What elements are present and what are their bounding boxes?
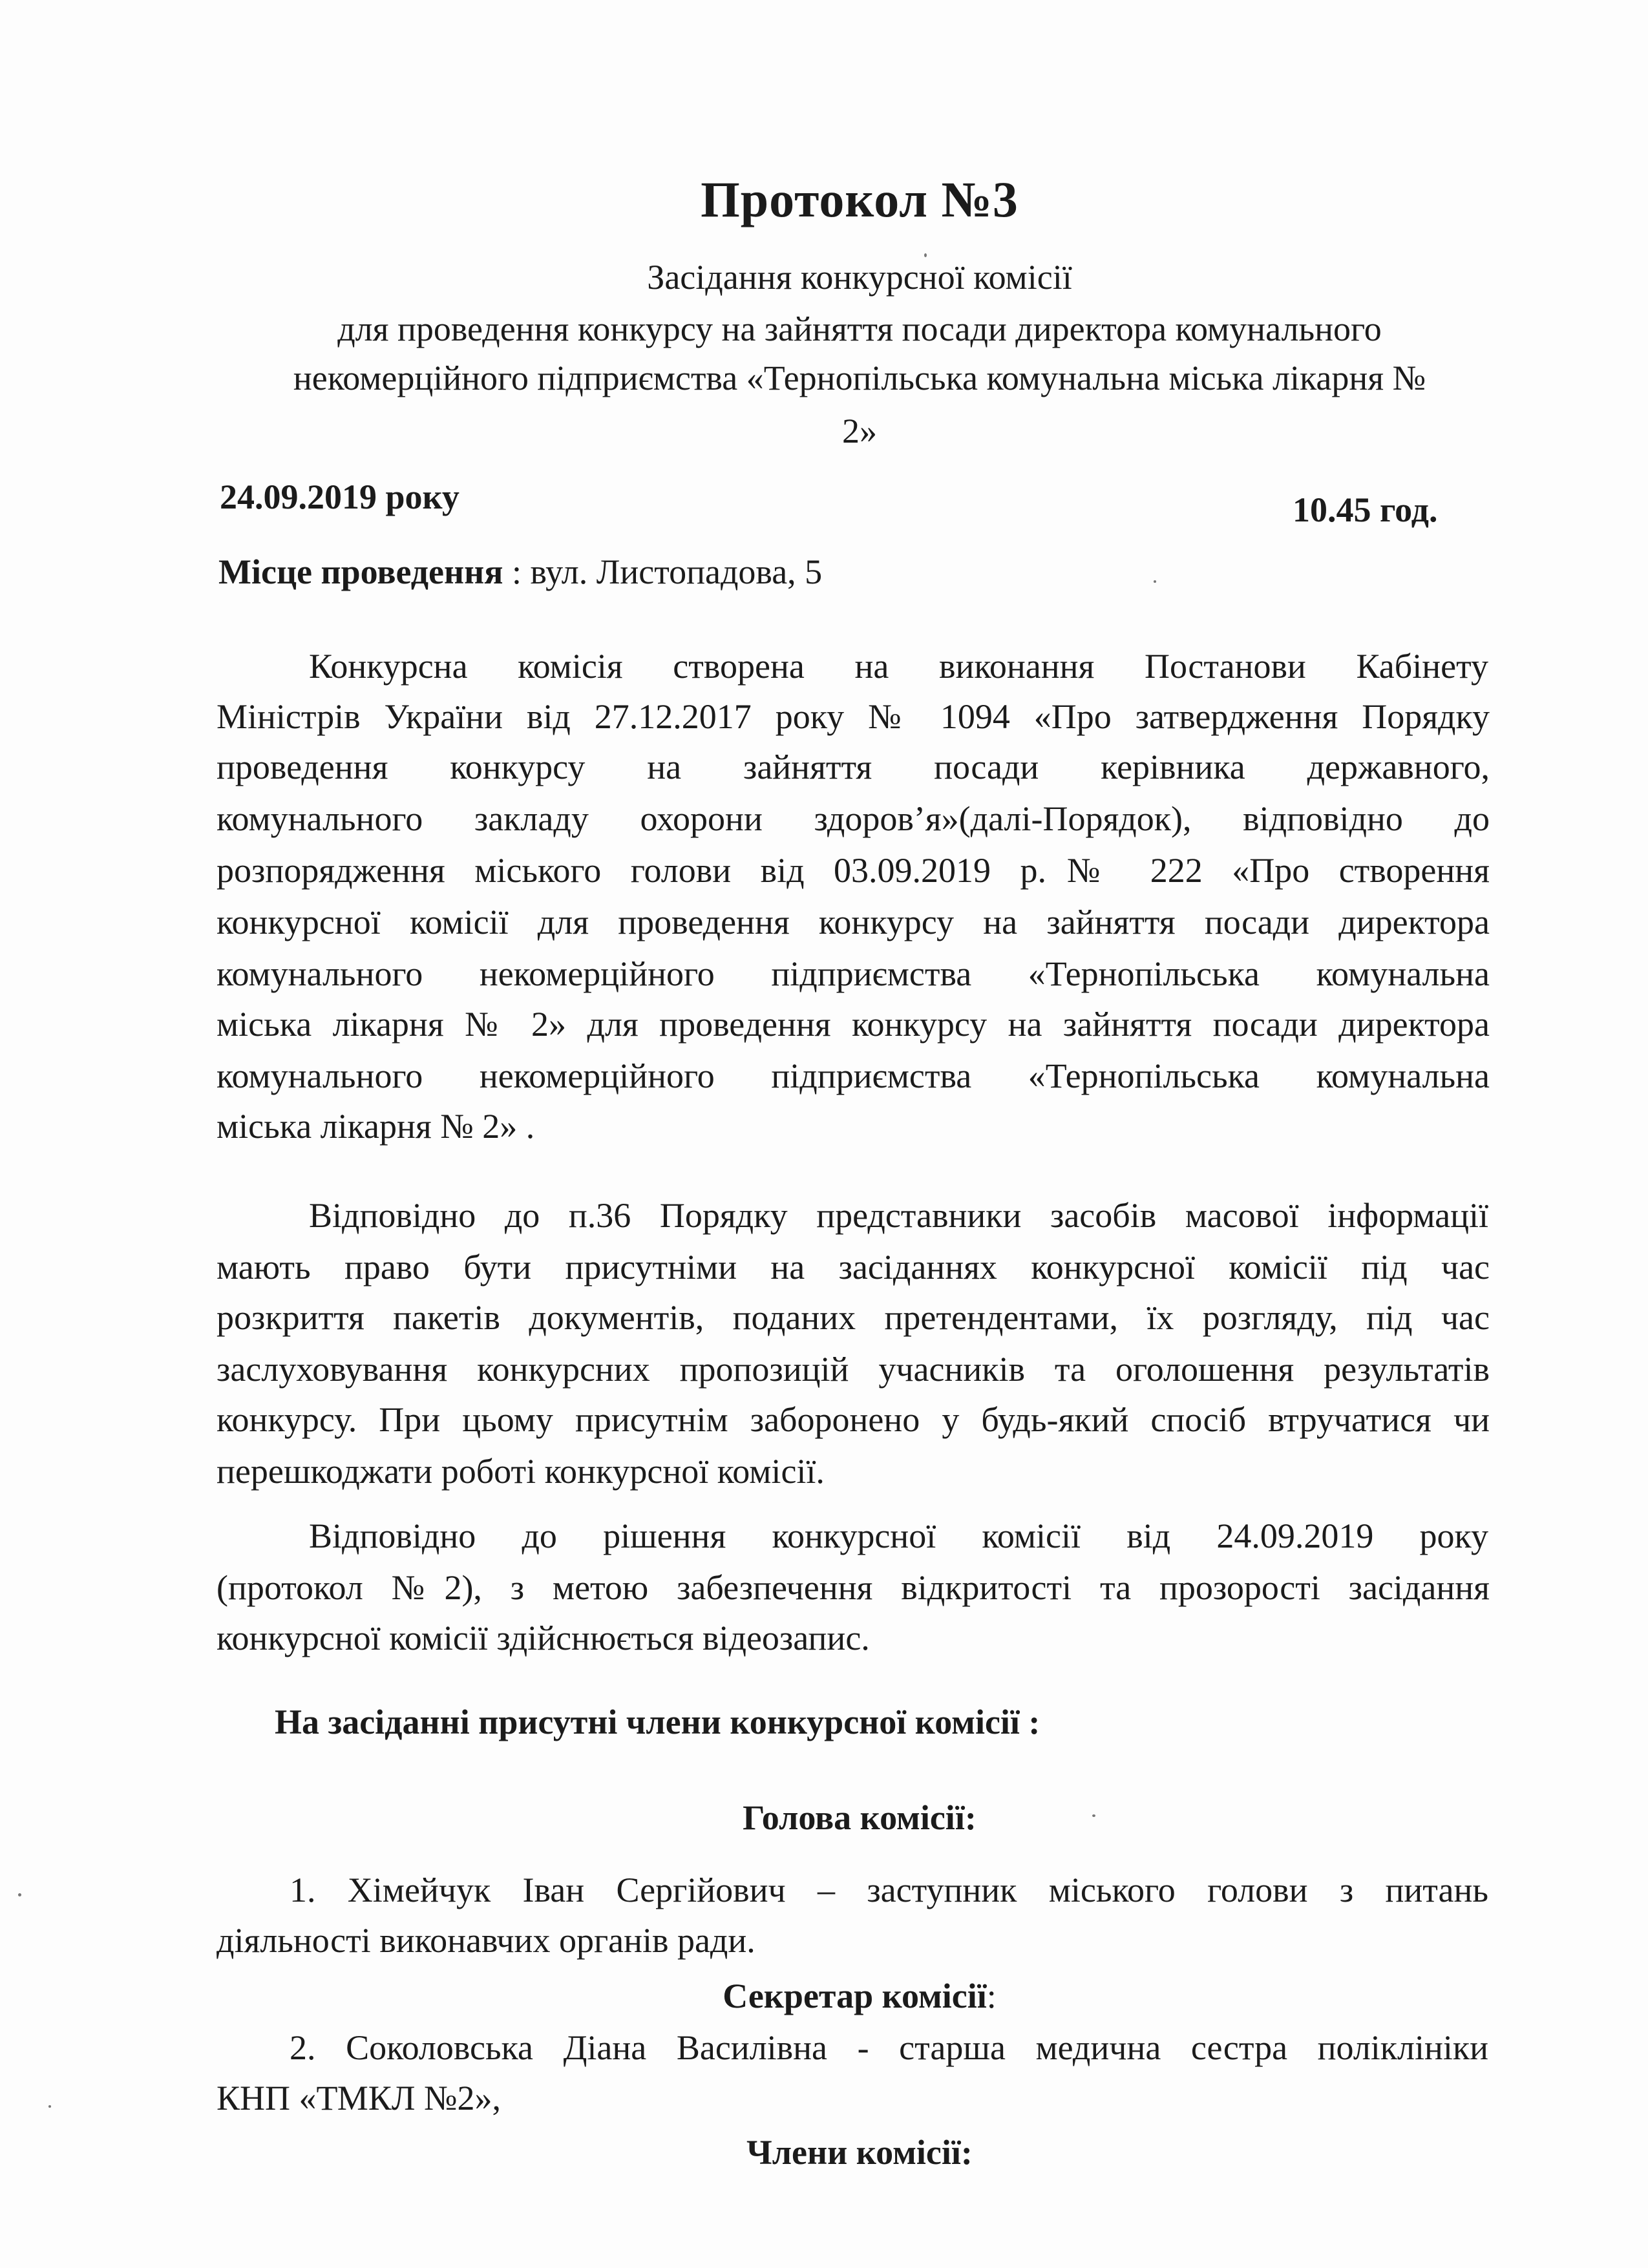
meeting-time: 10.45 год. [1293,490,1438,529]
present-members-heading: На засіданні присутні члени конкурсної комісії : [275,1703,1041,1741]
paragraph1-line: Міністрів України від 27.12.2017 року № 1094 «Про затвердження Порядку [217,697,1490,736]
meeting-date: 24.09.2019 року [220,478,460,516]
paragraph1-line: конкурсної комісії для проведення конкурсу на зайняття посади директора [217,903,1490,941]
secretary-heading-colon: : [986,1977,997,2015]
paragraph1-line: комунального некомерційного підприємства «Тернопільська комунальна [217,1056,1490,1095]
paragraph1-line: міська лікарня № 2» для проведення конкурсу на зайняття посади директора [217,1005,1490,1044]
paragraph2-line: розкриття пакетів документів, поданих претендентами, їх розгляду, під час [217,1298,1490,1337]
scan-speck [48,2105,51,2108]
subtitle-line: для проведення конкурсу на зайняття посади директора комунального [337,310,1382,348]
paragraph2-line: заслуховування конкурсних пропозицій учасників та оголошення результатів [217,1350,1490,1389]
paragraph1-line: міська лікарня № 2» . [217,1107,535,1146]
members-heading: Члени комісії: [746,2133,973,2172]
paragraph3-line: (протокол №2), з метою забезпечення відкритості та прозорості засідання [217,1568,1490,1607]
chair-item-line: діяльності виконавчих органів ради. [217,1921,755,1960]
venue-value: : вул. Листопадова, 5 [503,552,823,591]
paragraph1-line: розпорядження міського голови від 03.09.2019 р.№ 222 «Про створення [217,851,1490,890]
meeting-venue [218,554,822,589]
paragraph2-line: мають право бути присутніми на засіданнях конкурсної комісії під час [217,1248,1490,1286]
secretary-heading [0,1979,1648,2013]
paragraph1-line: проведення конкурсу на зайняття посади керівника державного, [217,748,1490,786]
paragraph1-line: комунального некомерційного підприємства «Тернопільська комунальна [217,954,1490,993]
venue-label: Місце проведення [218,552,503,591]
subtitle-line: 2» [842,412,877,450]
secretary-heading-text: Секретар комісії [723,1977,987,2015]
scan-speck [1092,1814,1095,1817]
document-title: Протокол №3 [701,171,1019,227]
scan-speck [924,253,927,257]
paragraph1-line: Конкурсна комісія створена на виконання Постанови Кабінету [309,647,1488,686]
chair-heading: Голова комісії: [743,1798,977,1837]
subtitle-line: некомерційного підприємства «Тернопільська комунальна міська лікарня № [293,359,1426,397]
paragraph1-line: комунального закладу охорони здоров’я»(далі-Порядок), відповідно до [217,799,1490,838]
paragraph3-line: Відповідно до рішення конкурсної комісії від 24.09.2019 року [309,1517,1488,1555]
paragraph2-line: перешкоджати роботі конкурсної комісії. [217,1452,825,1491]
secretary-item-line: 2. Соколовська Діана Василівна - старша медична сестра поліклініки [290,2028,1488,2067]
chair-item-line: 1. Хімейчук Іван Сергійович – заступник міського голови з питань [290,1871,1488,1909]
paragraph2-line: Відповідно до п.36 Порядку представники засобів масової інформації [309,1196,1488,1235]
paragraph2-line: конкурсу. При цьому присутнім заборонено у будь-який спосіб втручатися чи [217,1400,1490,1439]
scan-speck [1154,580,1156,583]
scan-speck [18,1893,21,1896]
paragraph3-line: конкурсної комісії здійснюється відеозапис. [217,1619,870,1657]
subtitle-line: Засідання конкурсної комісії [647,258,1072,297]
secretary-item-line: КНП «ТМКЛ №2», [217,2079,501,2117]
